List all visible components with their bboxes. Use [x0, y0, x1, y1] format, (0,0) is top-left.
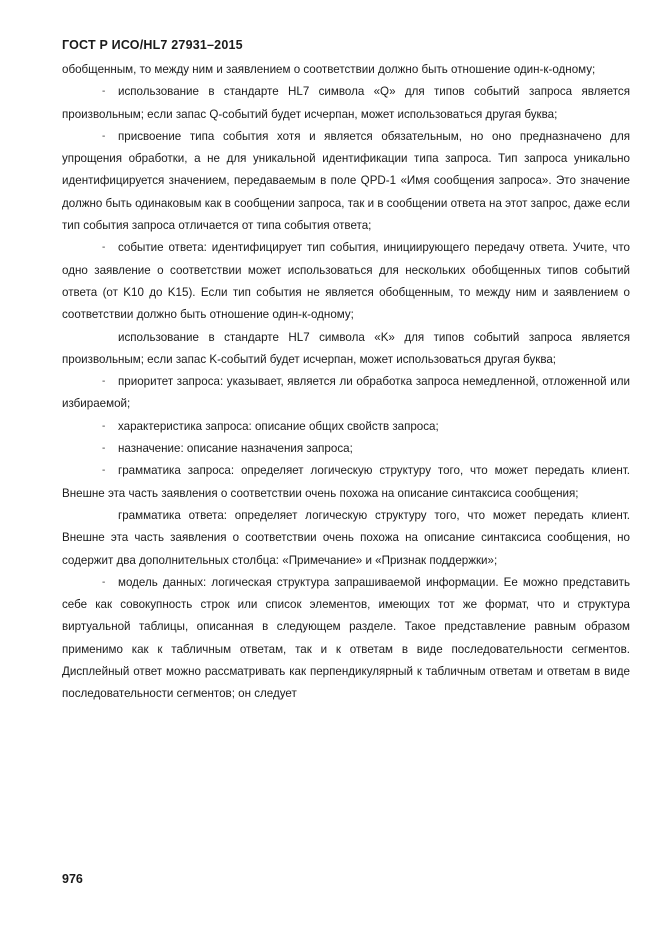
- document-header: ГОСТ Р ИСО/HL7 27931–2015: [62, 38, 243, 52]
- list-item: - приоритет запроса: указывает, является ли обработка запроса немедленной, отложенной или избираемой;: [62, 371, 630, 416]
- page-number: 976: [62, 872, 83, 886]
- list-item: - характеристика запроса: описание общих свойств запроса;: [62, 416, 630, 438]
- list-item: - назначение: описание назначения запроса;: [62, 438, 630, 460]
- list-dash: -: [102, 130, 106, 142]
- list-item: - присвоение типа события хотя и является обязательным, но оно предназначено для упрощения обработки, а не для уникальной идентификации типа запроса. Тип запроса уникально идентифицируется значением, передаваемым в поле QPD-1 «Имя сообщения запроса». Это значение должно быть одинаковым как в сообщении запроса, так и в сообщении ответа на этот запрос, даже если тип события запроса отличается от типа события ответа;: [62, 126, 630, 237]
- list-dash: -: [102, 86, 106, 98]
- list-item: - использование в стандарте HL7 символа «Q» для типов событий запроса является произвольным; если запас Q-событий будет исчерпан, может использоваться другая буква;: [62, 81, 630, 126]
- list-dash: -: [102, 376, 106, 388]
- paragraph: использование в стандарте HL7 символа «K» для типов событий запроса является произвольным; если запас K-событий будет исчерпан, может использоваться другая буква;: [62, 330, 630, 366]
- list-dash: -: [102, 420, 106, 432]
- list-item: - модель данных: логическая структура запрашиваемой информации. Ее можно представить себе как совокупность строк или список элементов, имеющих тот же формат, что и структура виртуальной таблицы, описанная в следующем разделе. Такое представление равным образом применимо как к табличным ответам, так и к ответам в виде последовательности сегментов. Дисплейный ответ можно рассматривать как перпендикулярный к табличным ответам и ответам в виде последовательности сегментов; он следует: [62, 572, 630, 706]
- list-dash: -: [102, 576, 106, 588]
- list-item: - событие ответа: идентифицирует тип события, инициирующего передачу ответа. Учите, что одно заявление о соответствии может использоваться для нескольких обобщенных типов событий ответа (от K10 до K15). Если тип события не является обобщенным, то между ним и заявлением о соответствии должно быть отношение один-к-одному;: [62, 237, 630, 326]
- paragraph: грамматика ответа: определяет логическую структуру того, что может передать клиент. Внешне эта часть заявления о соответствии очень похожа на описание синтаксиса сообщения, но содержит два дополнительных столбца: «Примечание» и «Признак поддержки»;: [62, 508, 630, 567]
- list-dash: -: [102, 465, 106, 477]
- list-item: - грамматика запроса: определяет логическую структуру того, что может передать клиент. Внешне эта часть заявления о соответствии очень похожа на описание синтаксиса сообщения;: [62, 460, 630, 505]
- list-dash: -: [102, 443, 106, 455]
- list-dash: -: [102, 242, 106, 254]
- document-body: [62, 59, 630, 706]
- paragraph: обобщенным, то между ним и заявлением о соответствии должно быть отношение один-к-одному;: [62, 63, 596, 76]
